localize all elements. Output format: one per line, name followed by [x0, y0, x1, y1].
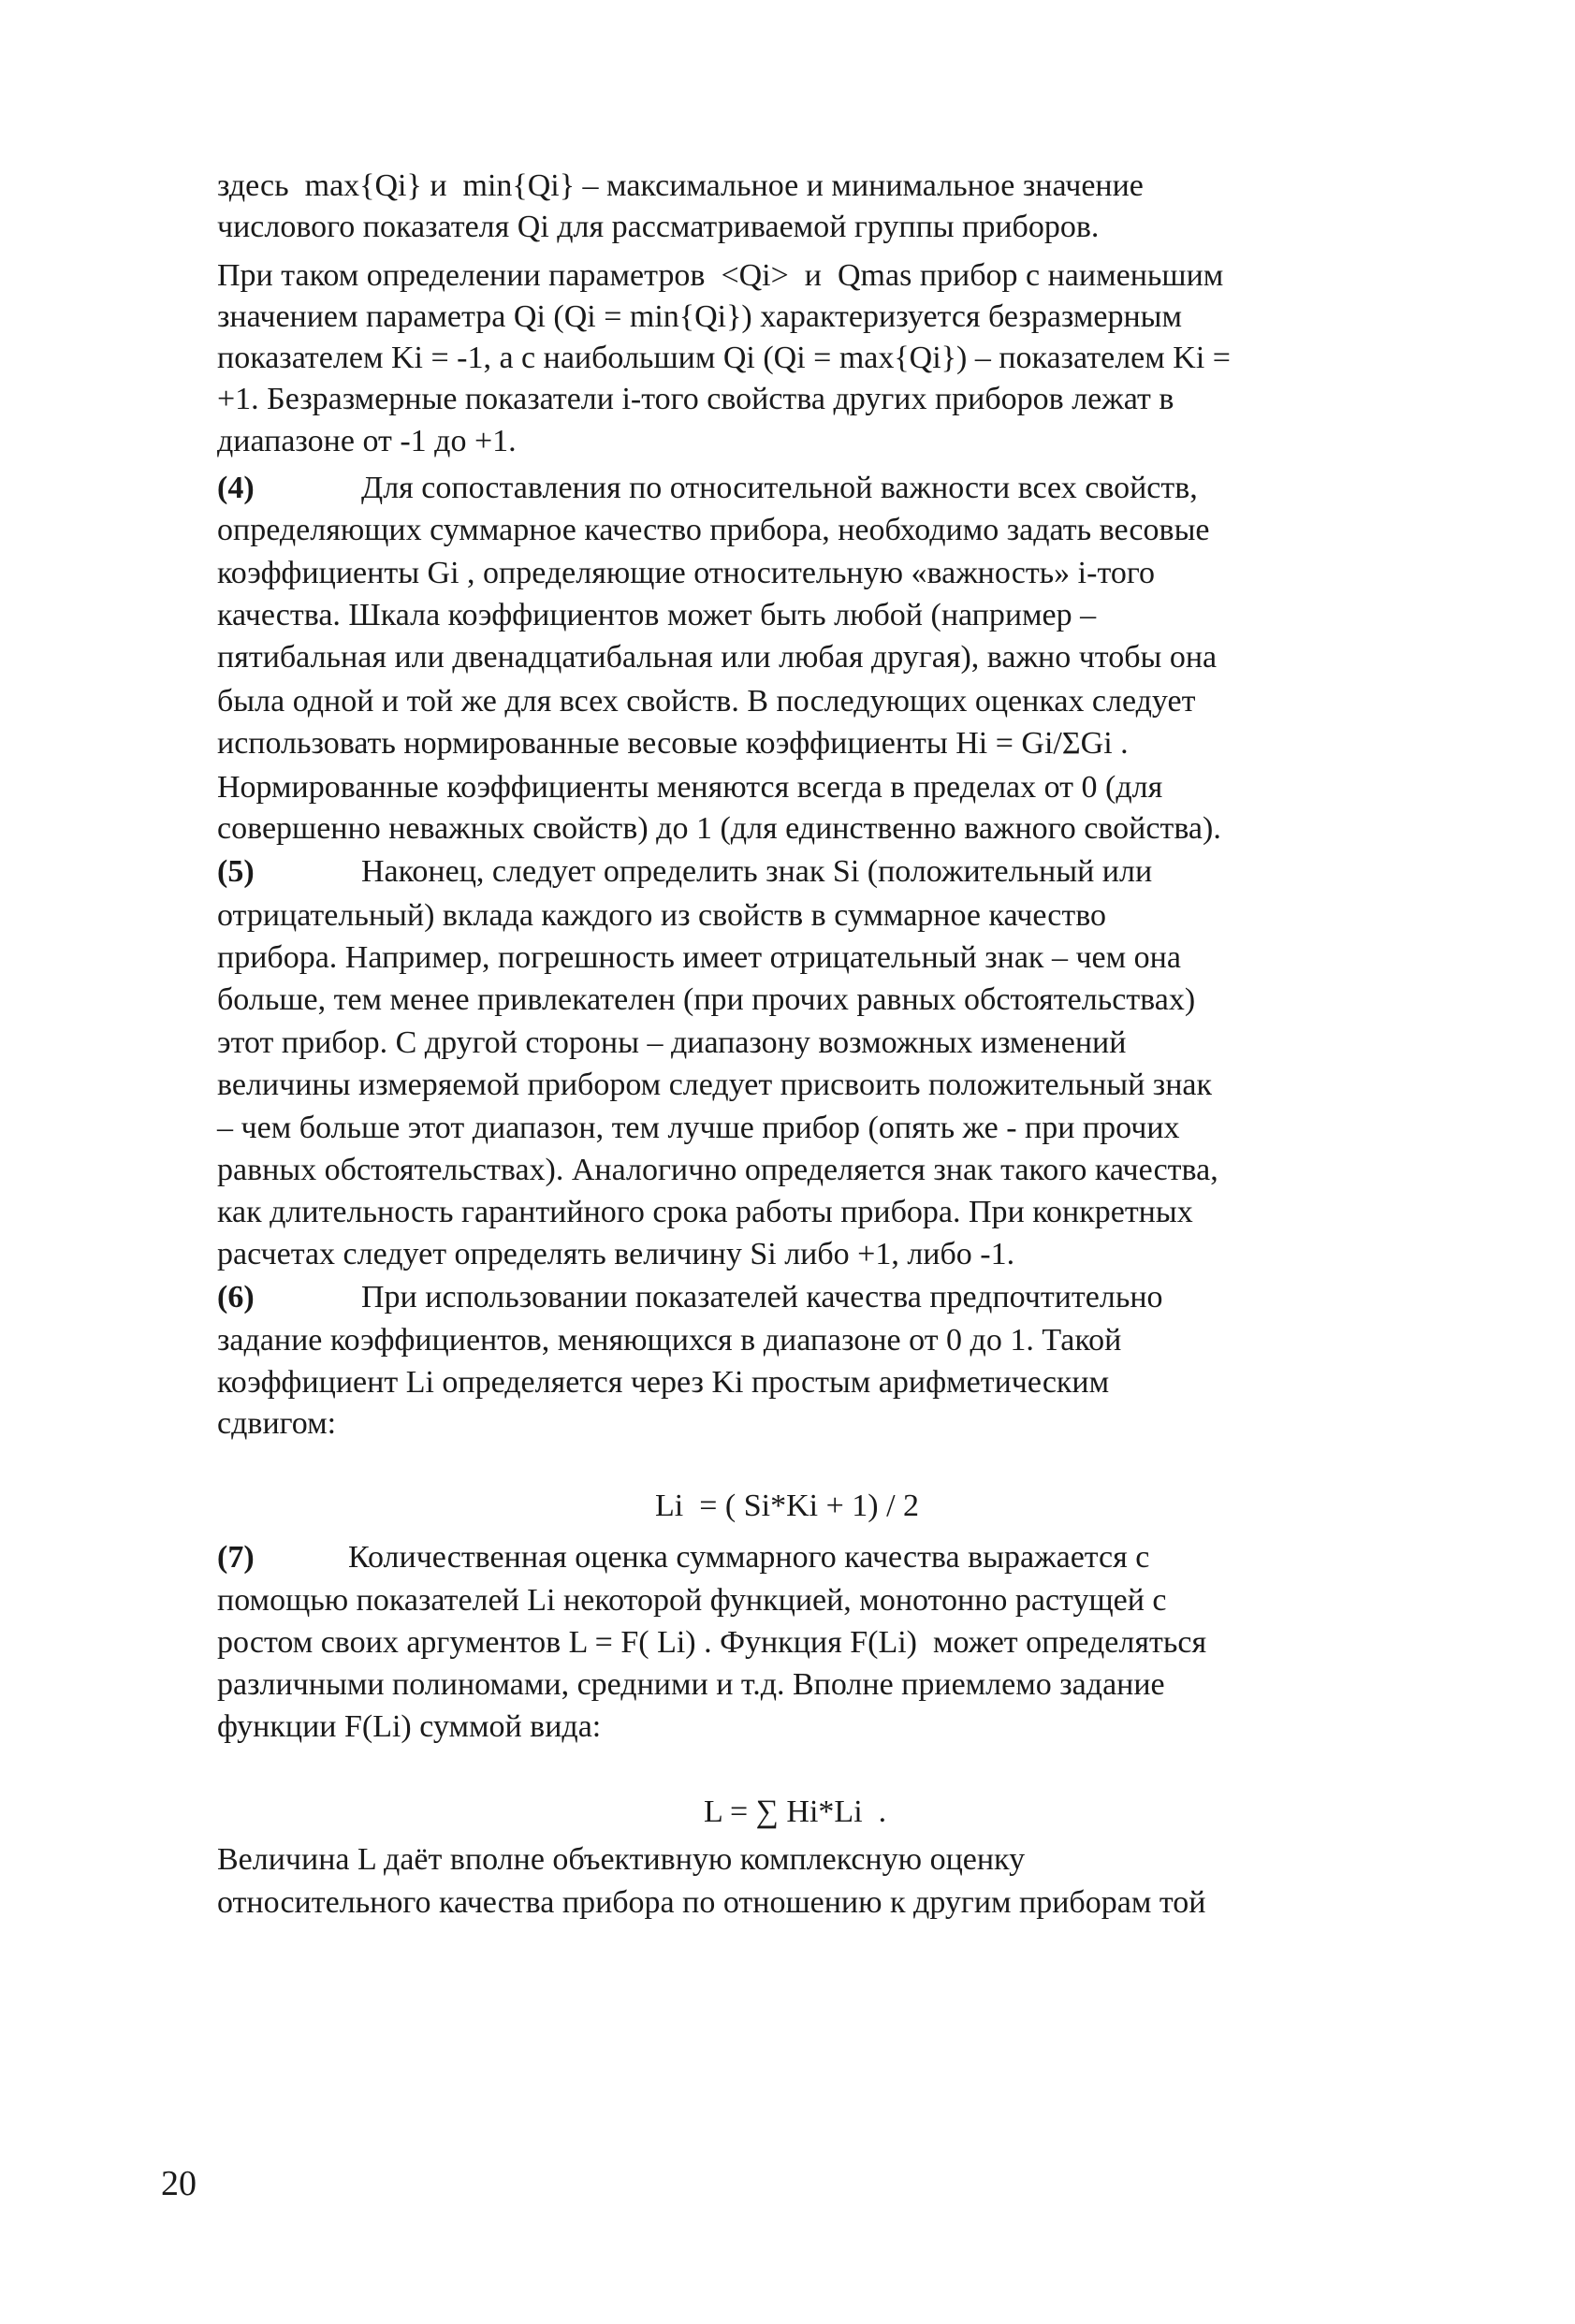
text-line: значением параметра Qi (Qi = min{Qi}) характеризуется безразмерным	[217, 299, 1183, 334]
text-line: расчетах следует определять величину Si либо +1, либо -1.	[217, 1237, 1015, 1271]
text-line: числового показателя Qi для рассматриваемой группы приборов.	[217, 210, 1100, 244]
text-line: отрицательный) вклада каждого из свойств в суммарное качество	[217, 898, 1107, 933]
text-line: функции F(Li) суммой вида:	[217, 1709, 602, 1744]
paragraph-number-6: (6)	[217, 1280, 255, 1315]
text-line: коэффициенты Gi , определяющие относительную «важность» i-того	[217, 556, 1155, 590]
text-line: совершенно неважных свойств) до 1 (для единственно важного свойства).	[217, 811, 1221, 846]
text-line: сдвигом:	[217, 1406, 337, 1441]
text-line: прибора. Например, погрешность имеет отрицательный знак – чем она	[217, 940, 1181, 975]
text-line: показателем Ki = -1, а с наибольшим Qi (Qi = max{Qi}) – показателем Ki =	[217, 341, 1231, 375]
text-line: величины измеряемой прибором следует присвоить положительный знак	[217, 1068, 1212, 1102]
text-line: Величина L даёт вполне объективную комплексную оценку	[217, 1842, 1026, 1877]
paragraph-6-first-line: При использовании показателей качества предпочтительно	[361, 1280, 1163, 1315]
paragraph-4-first-line: Для сопоставления по относительной важности всех свойств,	[361, 471, 1198, 505]
paragraph-7-first-line: Количественная оценка суммарного качества выражается с	[348, 1540, 1150, 1575]
text-line: этот прибор. С другой стороны – диапазону возможных изменений	[217, 1025, 1127, 1060]
text-line: – чем больше этот диапазон, тем лучше прибор (опять же - при прочих	[217, 1111, 1180, 1145]
text-line: пятибальная или двенадцатибальная или любая другая), важно чтобы она	[217, 640, 1218, 675]
text-line: качества. Шкала коэффициентов может быть любой (например –	[217, 598, 1097, 632]
text-line: задание коэффициентов, меняющихся в диапазоне от 0 до 1. Такой	[217, 1323, 1122, 1358]
page-number: 20	[161, 2164, 197, 2203]
paragraph-number-5: (5)	[217, 854, 255, 889]
text-line: равных обстоятельствах). Аналогично определяется знак такого качества,	[217, 1153, 1218, 1187]
text-line: определяющих суммарное качество прибора, необходимо задать весовые	[217, 513, 1210, 547]
text-line: больше, тем менее привлекателен (при прочих равных обстоятельствах)	[217, 982, 1196, 1017]
text-line: При таком определении параметров <Qi> и Qmas прибор с наименьшим	[217, 258, 1224, 293]
formula-li: Li = ( Si*Ki + 1) / 2	[655, 1489, 920, 1523]
text-line: помощью показателей Li некоторой функцией, монотонно растущей с	[217, 1583, 1167, 1618]
text-line: +1. Безразмерные показатели i-того свойства других приборов лежат в	[217, 382, 1174, 416]
text-line: различными полиномами, средними и т.д. Вполне приемлемо задание	[217, 1667, 1165, 1702]
text-line: как длительность гарантийного срока работы прибора. При конкретных	[217, 1195, 1193, 1229]
text-line: использовать нормированные весовые коэффициенты Hi = Gi/ΣGi .	[217, 726, 1129, 761]
paragraph-number-4: (4)	[217, 471, 255, 505]
text-line: Нормированные коэффициенты меняются всегда в пределах от 0 (для	[217, 770, 1163, 805]
text-line: здесь max{Qi} и min{Qi} – максимальное и минимальное значение	[217, 168, 1144, 203]
text-line: относительного качества прибора по отношению к другим приборам той	[217, 1885, 1206, 1920]
paragraph-number-7: (7)	[217, 1540, 255, 1575]
text-line: была одной и той же для всех свойств. В последующих оценках следует	[217, 684, 1196, 719]
paragraph-5-first-line: Наконец, следует определить знак Si (положительный или	[361, 854, 1153, 889]
text-line: ростом своих аргументов L = F( Li) . Функция F(Li) может определяться	[217, 1625, 1207, 1660]
text-line: коэффициент Li определяется через Ki простым арифметическим	[217, 1365, 1110, 1400]
text-line: диапазоне от -1 до +1.	[217, 424, 517, 458]
formula-l-sum: L = ∑ Hi*Li .	[704, 1794, 887, 1829]
